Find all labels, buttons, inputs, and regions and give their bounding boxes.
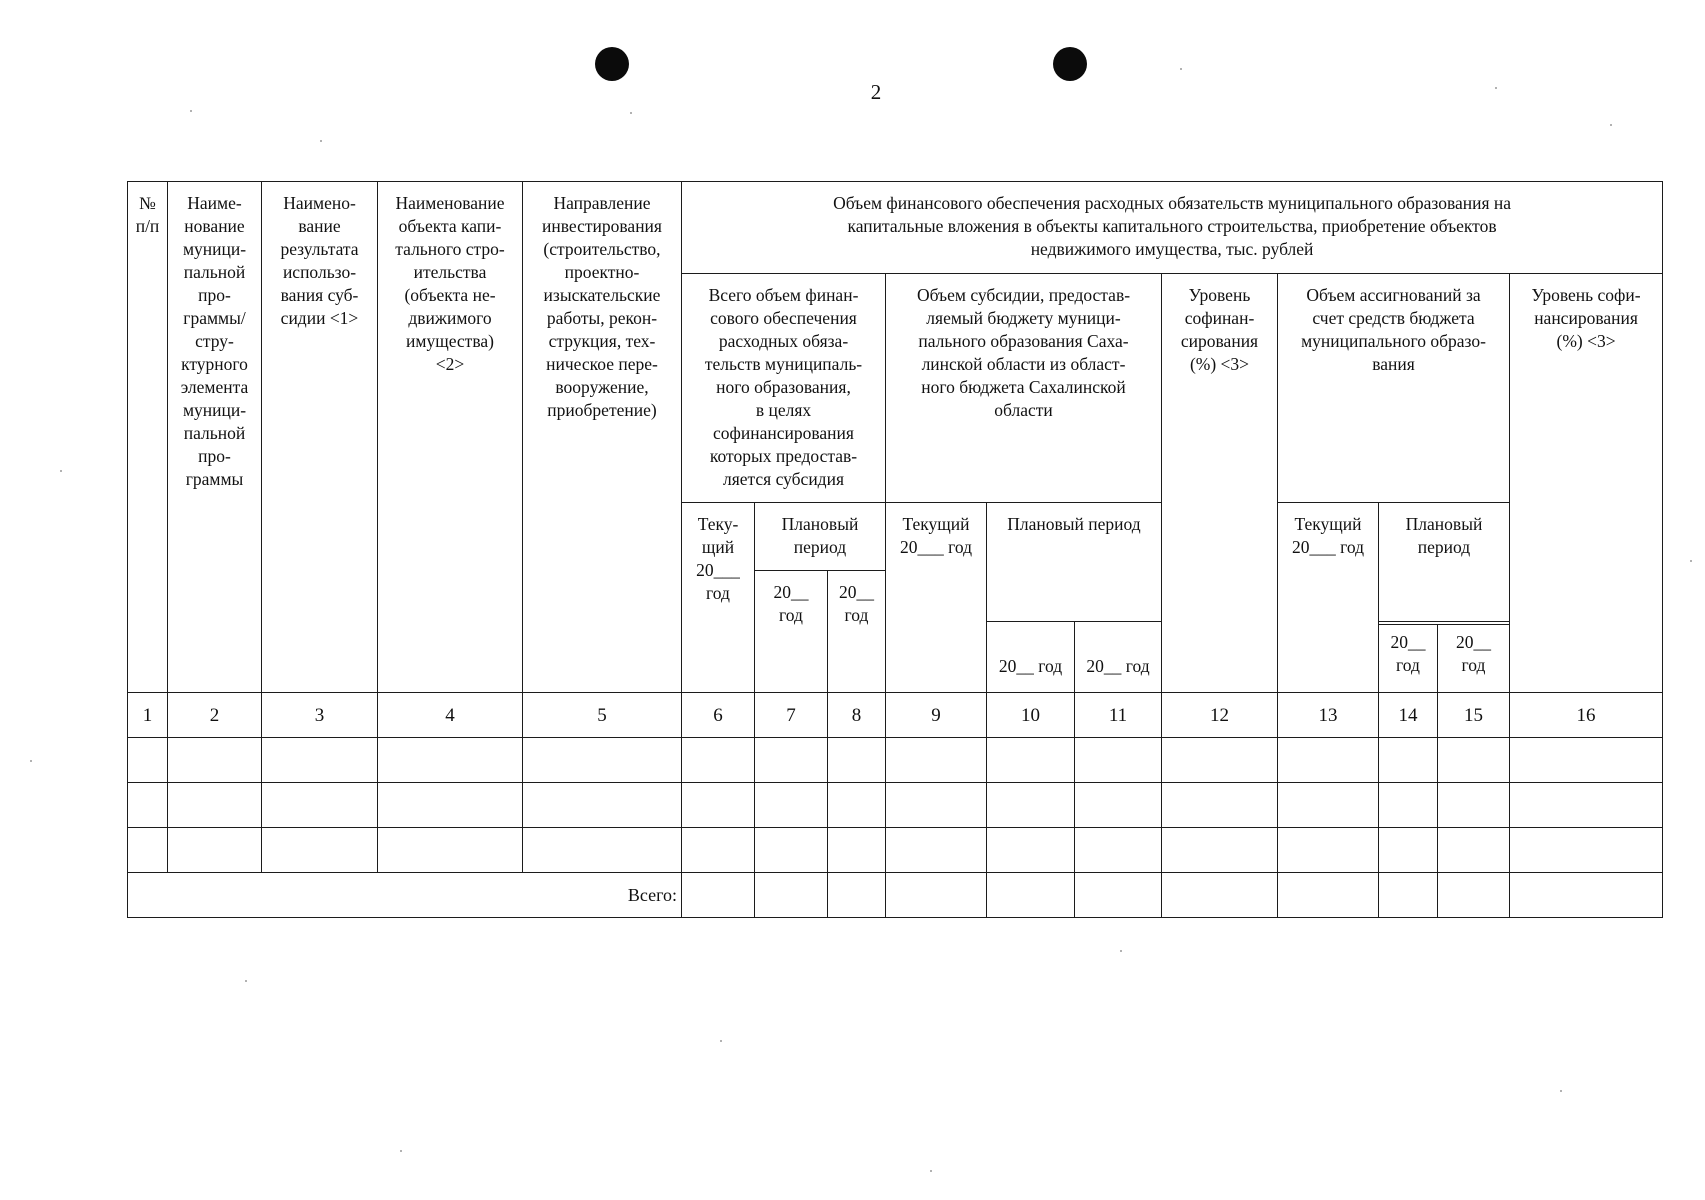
page-number: 2	[870, 80, 882, 104]
table-cell	[886, 828, 987, 873]
table-cell	[1438, 783, 1510, 828]
table-cell	[1510, 738, 1663, 783]
table-cell	[828, 873, 886, 918]
column-number: 13	[1278, 693, 1379, 738]
table-cell	[755, 738, 828, 783]
scan-speck	[1120, 950, 1122, 952]
table-cell	[262, 828, 378, 873]
header-subsidy-volume: Объем субсидии, предостав- ляемый бюджету муници- пального образования Саха- линской области из област- ного бюджета Сахалинской области	[886, 274, 1162, 503]
table-cell	[755, 873, 828, 918]
table-cell	[1162, 738, 1278, 783]
column-number-row	[128, 693, 1663, 738]
column-number: 1	[128, 693, 168, 738]
scan-speck	[190, 110, 192, 112]
table-cell	[682, 873, 755, 918]
column-number: 16	[1510, 693, 1663, 738]
column-number: 3	[262, 693, 378, 738]
header-plan-year-1-total: 20__ год	[755, 571, 828, 693]
table-cell	[168, 828, 262, 873]
header-plan-year-1-assign: 20__ год	[1379, 625, 1438, 693]
column-number: 11	[1075, 693, 1162, 738]
column-number: 2	[168, 693, 262, 738]
column-number: 7	[755, 693, 828, 738]
table-cell	[755, 828, 828, 873]
table-cell	[378, 738, 523, 783]
column-number: 9	[886, 693, 987, 738]
table-cell	[1510, 783, 1663, 828]
table-cell	[1278, 783, 1379, 828]
scan-speck	[1495, 87, 1497, 89]
total-row	[128, 873, 1663, 918]
header-current-year-assign: Текущий 20___ год	[1278, 503, 1379, 693]
scan-speck	[930, 1170, 932, 1172]
table-cell	[1278, 738, 1379, 783]
table-cell	[1278, 873, 1379, 918]
scan-speck	[1610, 124, 1612, 126]
header-financing-volume: Объем финансового обеспечения расходных обязательств муниципального образования на капитальные вложения в объекты капитального строительства, приобретение объектов недвижимого имущества, тыс. рублей	[682, 182, 1663, 274]
table-row	[128, 828, 1663, 873]
table-cell	[1162, 873, 1278, 918]
table-cell	[128, 738, 168, 783]
header-result-name: Наимено- вание результата использо- вания суб- сидии <1>	[262, 182, 378, 693]
table-cell	[1438, 828, 1510, 873]
table-cell	[128, 828, 168, 873]
scan-speck	[1690, 560, 1692, 562]
column-number: 10	[987, 693, 1075, 738]
financing-table	[127, 181, 1663, 918]
column-number: 12	[1162, 693, 1278, 738]
header-plan-period-subsidy: Плановый период	[987, 503, 1162, 622]
header-cofinancing-level-1: Уровень софинан- сирования (%) <3>	[1162, 274, 1278, 693]
header-current-year-total: Теку- щий 20___ год	[682, 503, 755, 693]
table-cell	[378, 783, 523, 828]
table-cell	[523, 783, 682, 828]
header-plan-period-total: Плановый период	[755, 503, 886, 571]
table-cell	[987, 828, 1075, 873]
table-cell	[1075, 828, 1162, 873]
table-cell	[886, 738, 987, 783]
header-investment-direction: Направление инвестирования (строительство, проектно- изыскательские работы, рекон- струкция, тех- ническое пере- вооружение, приобретение)	[523, 182, 682, 693]
table-cell	[886, 783, 987, 828]
header-assignments-volume: Объем ассигнований за счет средств бюджета муниципального образо- вания	[1278, 274, 1510, 503]
table-cell	[987, 738, 1075, 783]
header-cofinancing-level-2: Уровень софи- нансирования (%) <3>	[1510, 274, 1663, 693]
table-cell	[1162, 828, 1278, 873]
header-total-volume: Всего объем финан- сового обеспечения расходных обяза- тельств муниципаль- ного образования, в целях софинансирования которых предостав- ляется субсидия	[682, 274, 886, 503]
table-cell	[1075, 738, 1162, 783]
header-plan-period-assign: Плановый период	[1379, 503, 1510, 622]
table-cell	[168, 738, 262, 783]
column-number: 15	[1438, 693, 1510, 738]
table-cell	[128, 783, 168, 828]
table-cell	[682, 738, 755, 783]
table-cell	[1075, 783, 1162, 828]
table-cell	[523, 738, 682, 783]
table-cell	[1438, 738, 1510, 783]
table-cell	[1278, 828, 1379, 873]
table-cell	[987, 873, 1075, 918]
table-row	[128, 738, 1663, 783]
table-cell	[262, 783, 378, 828]
column-number: 8	[828, 693, 886, 738]
scan-speck	[60, 470, 62, 472]
table-cell	[1379, 783, 1438, 828]
punch-hole-right	[1053, 47, 1087, 81]
table-cell	[1162, 783, 1278, 828]
table-cell	[987, 783, 1075, 828]
table-cell	[523, 828, 682, 873]
header-current-year-subsidy: Текущий 20___ год	[886, 503, 987, 693]
header-object-name: Наименование объекта капи- тального стро- ительства (объекта не- движимого имущества) <2>	[378, 182, 523, 693]
scan-speck	[320, 140, 322, 142]
header-plan-year-1-subsidy: 20__ год	[987, 622, 1075, 693]
table-cell	[828, 783, 886, 828]
table-row	[128, 783, 1663, 828]
scan-speck	[630, 112, 632, 114]
table-cell	[682, 828, 755, 873]
column-number: 6	[682, 693, 755, 738]
table-cell	[1379, 873, 1438, 918]
scan-speck	[245, 980, 247, 982]
table-cell	[755, 783, 828, 828]
header-plan-year-2-total: 20__ год	[828, 571, 886, 693]
header-row-number: № п/п	[128, 182, 168, 693]
scan-speck	[1180, 68, 1182, 70]
header-plan-year-2-assign: 20__ год	[1438, 625, 1510, 693]
table-cell	[1075, 873, 1162, 918]
table-cell	[1379, 828, 1438, 873]
scan-speck	[720, 1040, 722, 1042]
table-cell	[828, 738, 886, 783]
total-label: Всего:	[128, 873, 682, 918]
table-cell	[682, 783, 755, 828]
table-cell	[262, 738, 378, 783]
column-number: 5	[523, 693, 682, 738]
table-cell	[1379, 738, 1438, 783]
table-cell	[168, 783, 262, 828]
table-cell	[1438, 873, 1510, 918]
scan-speck	[30, 760, 32, 762]
table-cell	[828, 828, 886, 873]
punch-hole-left	[595, 47, 629, 81]
header-plan-year-2-subsidy: 20__ год	[1075, 622, 1162, 693]
column-number: 14	[1379, 693, 1438, 738]
table-cell	[1510, 828, 1663, 873]
table-cell	[886, 873, 987, 918]
table-cell	[378, 828, 523, 873]
column-number: 4	[378, 693, 523, 738]
table-cell	[1510, 873, 1663, 918]
scan-speck	[1560, 1090, 1562, 1092]
header-program-name: Наиме- нование муници- пальной про- граммы/ стру- ктурного элемента муници- пальной про- граммы	[168, 182, 262, 693]
scan-speck	[400, 1150, 402, 1152]
